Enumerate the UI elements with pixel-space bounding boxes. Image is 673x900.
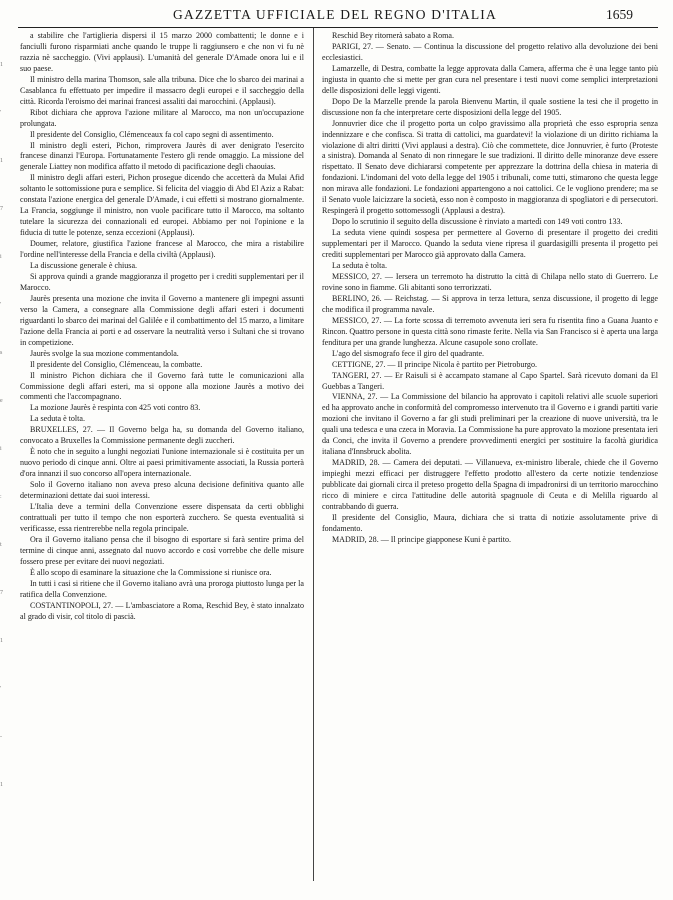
left-column-paragraph: È allo scopo di esaminare la situazione che la Commissione si riunisce ora. [30,567,272,577]
right-column-paragraph: MADRID, 28. — Il principe giapponese Kuni è partito. [332,534,512,544]
left-column-paragraph: L'Italia deve a termini della Convenzione essere dispensata da certi obblighi contrattuali per tutto il tempo che non esporterà zucchero. Se questa eventualità si verificasse, essa rientrerebbe nella regola principale. [20,501,304,533]
right-column-paragraph: Reschid Bey ritornerà sabato a Roma. [332,31,455,40]
margin-mark: ' [0,302,2,308]
right-column-paragraph: Jonnuvrier dice che il progetto porta un colpo gravissimo alla proprietà che esso espropria senza indennizzare e che confisca. Si tratta di cattolici, ma guardatevi! la violazione di un diritto richiama la violazione di altri diritti (Vivi applausi a destra). Ciò che commettete, dice Jonnuvrier, è furto (Proteste a sinistra). Domanda al Senato di non rinnegare le sue tradizioni. Il diritto delle minoranze deve essere rispettato. Il Senato deve dichiararsi competente per apprezzare la dottrina della chiesa in materia di fondazioni. L'indomani del voto della legge del 1905 i tribunali, come tutti, stimarono che questa legge non mirava alle fondazioni. Le fondazioni appartengono a noi cattolici. Ce le vogliono prendere; ma se il Senato vuole laicizzare la società, esso non è composto in maggioranza di spogliatori e di persecutori. Respingerà il progetto sottomessogli (Applausi a destra). [322,118,658,216]
margin-mark: ' [0,686,2,692]
left-column-paragraph: La discussione generale è chiusa. [30,261,138,271]
left-column-paragraph: La mozione Jaurès è respinta con 425 voti contro 83. [30,403,201,413]
left-column-paragraph: Ribot dichiara che approva l'azione militare al Marocco, ma non un'occupazione prolungata. [20,107,304,128]
left-column-paragraph: Il ministro degli esteri, Pichon, rimprovera Jaurès di aver denigrato l'esercito francese dinanzi l'Europa. Fortunatamente l'estero gli rende omaggio. La missione del generale Liattey non modifica affatto il metodo di pacificazione degli chaouias. [20,140,304,172]
page-number: 1659 [606,7,633,22]
left-column-paragraph: COSTANTINOPOLI, 27. — L'ambasciatore a Roma, Reschid Bey, è stato innalzato al grado di visir, col titolo di pascià. [20,600,304,621]
left-column-paragraph: Si approva quindi a grande maggioranza il progetto per i crediti supplementari per il Marocco. [20,271,304,292]
right-column-paragraph: La seduta viene quindi sospesa per permettere al Governo di presentare il progetto dei crediti supplementari per il Marocco. Quando la seduta viene ripresa il guardasigilli presenta il progetto pei crediti supplementari per Marocco già approvato dalla Camera. [322,228,658,260]
left-column-paragraph: Solo il Governo italiano non aveva preso alcuna decisione definitiva quanto alle determinazioni dettate dai suoi interessi. [20,480,304,501]
left-column-paragraph: Il presidente del Consiglio, Clémenceau, la combatte. [30,359,203,369]
left-column-paragraph: Jaurès svolge la sua mozione commentandola. [30,348,179,358]
right-column-paragraph: MESSICO, 27. — Iersera un terremoto ha distrutto la città di Chilapa nello stato di Guerrero. Le rovine sono in fiamme. Gli abitanti sono terrorizzati. [322,271,658,292]
right-column-paragraph: La seduta è tolta. [332,261,387,271]
left-column-paragraph: Jaurès presenta una mozione che invita il Governo a mantenere gli impegni assunti verso la Camera, a consegnare alla Commissione degli affari esteri i documenti riguardanti lo sbarco dei marinai del Galilée e il combattimento del 15 marzo, a limitare l'azione della Francia ai porti e ad osservare la neutralità verso i Sultani che si trovano in competizione. [20,293,304,347]
margin-annotations [0,60,14,840]
margin-mark: - [0,734,2,740]
right-column-paragraph: VIENNA, 27. — La Commissione del bilancio ha approvato i capitoli relativi alle scuole superiori ed ha approvato anche in conformità del compromesso intervenuto tra il Governo e i grandi partiti varie mozioni che invitano il Governo a far gli studi preliminari per la creazione di nuove università, tra le quali una tedesca e una czeca in Moravia. La Commissione ha pure approvato la mozione presentata ieri da Conci, che invita il Governo a prendere provvedimenti energici per sostituire la facoltà giuridica italiana d'Innsbruck abolita. [322,392,658,457]
left-column-paragraph: a stabilire che l'artiglieria dispersi il 15 marzo 2000 combattenti; le donne e i fanciulli furono risparmiati anche quando le truppe li raggiunsero e che non vi fu nè razzia nè saccheggio. (Vivi applausi). L'umanità del generale D'Amade onora lui e il suo paese. [20,31,304,73]
right-column-paragraph: Dopo De la Marzelle prende la parola Bienvenu Martin, il quale sostiene la tesi che il progetto in discussione non fa che interpretare certe disposizioni della legge del 1905. [322,96,658,117]
margin-mark: t [0,542,2,548]
right-column-paragraph: Dopo lo scrutinio il seguito della discussione è rinviato a martedì con 149 voti contro 133. [332,217,623,227]
margin-mark: i [0,446,2,452]
margin-mark: 7 [0,590,3,596]
left-column-paragraph: Doumer, relatore, giustifica l'azione francese al Marocco, che mira a ristabilire l'ordine nell'interesse della Francia e della civiltà (Applausi). [20,239,304,260]
margin-mark: : [0,494,2,500]
right-column-paragraph: MESSICO, 27. — La forte scossa di terremoto avvenuta ieri sera fu risentita fino a Guana Juanto e Rincon. Quattro persone in questa città sono rimaste ferite. Nella via San Francisco si è aperta una larga fenditura per una grande lunghezza. Alcune casupole sono crollate. [322,315,658,347]
right-column-paragraph: PARIGI, 27. — Senato. — Continua la discussione del progetto relativo alla devoluzione dei beni ecclesiastici. [322,41,658,62]
right-column-paragraph: TANGERI, 27. — Er Raisuli si è accampato stamane al Capo Spartel. Sarà ricevuto domani da El Guebbas a Tangeri. [322,370,658,391]
right-column-paragraph: Il presidente del Consiglio, Maura, dichiara che si tratta di notizie assolutamente prive di fondamento. [322,512,658,533]
margin-mark: ' [0,110,2,116]
margin-mark: 1 [0,638,3,644]
right-column [322,31,658,546]
left-column-paragraph: È noto che in seguito a lunghi negoziati l'unione internazionale si è costituita per un nuovo periodo di cinque anni. Oltre ai paesi primitivamente associati, la Russia porterà d'ora innanzi il suo concorso all'opera internazionale. [20,447,304,479]
left-column-paragraph: BRUXELLES, 27. — Il Governo belga ha, su domanda del Governo italiano, convocato a Bruxelles la Commissione permanente degli zuccheri. [20,425,304,446]
margin-mark: e [0,398,3,404]
right-column-paragraph: L'ago del sismografo fece il giro del quadrante. [332,348,485,358]
right-column-paragraph: BERLINO, 26. — Reichstag. — Si approva in terza lettura, senza discussione, il progetto di legge che modifica il programma navale. [322,293,658,314]
left-column-paragraph: Il presidente del Consiglio, Clémenceaux fa col capo segni di assentimento. [30,129,274,139]
right-column-paragraph: Lamarzelle, di Destra, combatte la legge approvata dalla Camera, afferma che è una legge tanto più ingiusta in quanto che si mette per gran cura nel presentare i testi nuovi come semplici interpretazioni delle disposizioni delle leggi vigenti. [322,63,658,95]
left-column [20,31,304,622]
margin-mark: 7 [0,206,3,212]
margin-mark: 1 [0,782,3,788]
left-column-paragraph: In tutti i casi si ritiene che il Governo italiano avrà una proroga piuttosto lunga per la ratifica della Convenzione. [20,578,304,599]
left-column-paragraph: Il ministro degli affari esteri, Pichon prosegue dicendo che accetterà da Mulai Afid soltanto le sottomissione pura e semplice. Si felicita del viaggio di Abd El Aziz a Rabat: constata l'azione energica del generale D'Amade, i cui effetti si mostrano giornalmente. La Francia, soggiunge il ministro, non vuole pacificare tutto il Marocco, ma soltanto tutelare la sicurezza dei connazionali ed europei. Abbiamo per noi l'opinione e la fiducia di tutte le potenze, senza eccezioni (Applausi). [20,173,304,238]
margin-mark: i [0,254,2,260]
left-column-paragraph: La seduta è tolta. [30,414,85,424]
margin-mark: 1 [0,158,3,164]
left-column-paragraph: Ora il Governo italiano pensa che il bisogno di esportare si farà sentire prima del termine di cinque anni, assegnato dal nuovo accordo e così vorrebbe che delle misure fossero prese per evitare dei nuovi negoziati. [20,534,304,566]
page-title: GAZZETTA UFFICIALE DEL REGNO D'ITALIA [173,7,497,22]
left-column-paragraph: Il ministro Pichon dichiara che il Governo farà tutte le comunicazioni alla Commissione degli affari esteri, ma si oppone alla mozione Jaurès a motivo dei commenti che l'accompagnano. [20,370,304,402]
column-divider [313,28,314,881]
right-column-paragraph: MADRID, 28. — Camera dei deputati. — Villanueva, ex-ministro liberale, chiede che il Governo impieghi mezzi efficaci per distruggere l'effetto prodotto all'estero da certe notizie tendenziose pubblicate dai giornali circa il preteso progetto della Spagna di impadronirsi di un territorio marocchino ricco di miniere e circa l'attitudine delle autorità spagnuole di Ceuta e di Melilla riguardo al contrabbando di guerra. [322,458,658,511]
right-column-paragraph: CETTIGNE, 27. — Il principe Nicola è partito per Pietroburgo. [332,359,537,369]
left-column-paragraph: Il ministro della marina Thomson, sale alla tribuna. Dice che lo sbarco dei marinai a Casablanca fu effettuato per impedire il massacro degli europei e il saccheggio della città. Ricorda l'eroismo dei marinai francesi assaliti dai marocchini. (Applausi). [20,74,304,106]
margin-mark: s [0,350,3,356]
margin-mark: 1 [0,62,3,68]
header-rule [18,27,658,28]
